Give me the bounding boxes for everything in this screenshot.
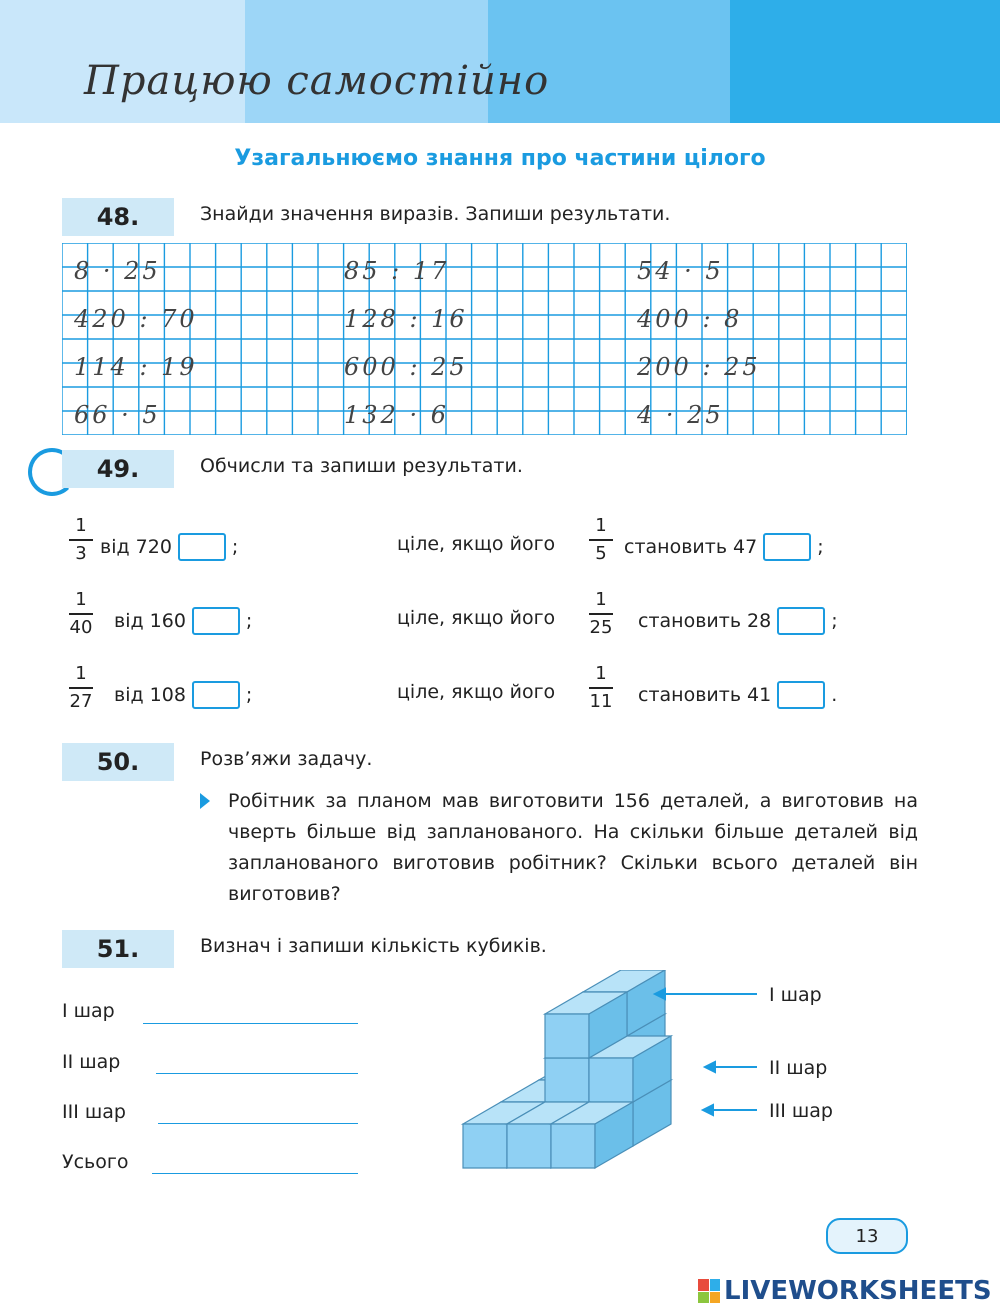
fraction-numerator: 1 [595,515,607,536]
answer-box[interactable] [763,533,811,561]
expression-end: ; [831,610,838,632]
fraction-denominator: 3 [75,542,87,564]
right-expression-1 [624,533,824,561]
task-50-instruction: Розв’яжи задачу. [200,748,373,770]
layer-3-answer-line[interactable] [158,1123,358,1124]
expression-r1-c2: 85 : 17 [344,257,450,285]
expression-text: становить 28 [638,610,772,632]
header-title: Працюю самостійно [84,58,550,104]
header-band-4 [730,0,1000,123]
liveworksheets-logo-icon [698,1279,720,1303]
page-number: 13 [826,1218,908,1254]
expression-text: від 160 [114,610,186,632]
right-prefix-3: ціле, якщо його [397,681,556,703]
fraction-bar [69,687,93,689]
fraction-bar [589,613,613,615]
answer-box[interactable] [777,607,825,635]
fraction-numerator: 1 [75,663,87,684]
expression-end: ; [245,684,253,706]
expression-r2-c2: 128 : 16 [344,305,468,333]
bullet-arrow-icon [200,793,210,809]
task-49-instruction: Обчисли та запиши результати. [200,455,523,477]
fraction-right-1 [584,515,618,565]
fraction-left-3 [64,663,98,713]
fraction-left-2 [64,589,98,639]
expression-end: ; [231,536,239,558]
fraction-denominator: 27 [69,690,93,712]
fraction-denominator: 5 [595,542,607,564]
arrow-head-layer-2 [705,1062,715,1072]
task-48-instruction: Знайди значення виразів. Запиши результати. [200,203,671,225]
answer-box[interactable] [192,607,240,635]
expression-r4-c3: 4 · 25 [637,401,724,429]
figure-label-layer-1: І шар [769,984,822,1006]
expression-r2-c1: 420 : 70 [74,305,198,333]
fraction-right-2 [584,589,618,639]
fraction-bar [589,687,613,689]
cube-8-front [545,1058,589,1102]
expression-r3-c1: 114 : 19 [74,353,198,381]
expression-r1-c3: 54 · 5 [637,257,724,285]
cube-11-front [463,1124,507,1168]
right-expression-3 [638,681,837,709]
layer-1-label: І шар [62,1000,115,1022]
arrow-head-layer-3 [703,1105,713,1115]
expression-r4-c1: 66 · 5 [74,401,161,429]
task-50-problem: Робітник за планом мав виготовити 156 деталей, а виготовив на чверть більше від запланованого. На скільки більше деталей від запланованого виготовив робітник? Скільки всього деталей він виготовив? [228,790,918,905]
fraction-right-3 [584,663,618,713]
layer-2-answer-line[interactable] [156,1073,358,1074]
expression-text: від 720 [100,536,172,558]
expression-r3-c2: 600 : 25 [344,353,468,381]
layer-3-label: ІІІ шар [62,1101,126,1123]
answer-box[interactable] [777,681,825,709]
liveworksheets-logo [698,1276,992,1306]
expression-r3-c3: 200 : 25 [637,353,761,381]
cubes-figure [455,970,855,1230]
layer-2-label: ІІ шар [62,1051,121,1073]
expression-text: становить 47 [624,536,758,558]
cube-12-front [507,1124,551,1168]
fraction-numerator: 1 [595,663,607,684]
right-prefix-1: ціле, якщо його [397,533,556,555]
cube-9-front [589,1058,633,1102]
total-answer-line[interactable] [152,1173,358,1174]
expression-end: . [831,684,838,706]
task-50-number: 50. [62,743,174,781]
expression-r4-c2: 132 · 6 [344,401,449,429]
cube-10-front [545,1014,589,1058]
figure-label-layer-2: ІІ шар [769,1057,828,1079]
task-48-number: 48. [62,198,174,236]
fraction-numerator: 1 [75,515,87,536]
fraction-bar [69,613,93,615]
fraction-numerator: 1 [75,589,87,610]
expression-end: ; [245,610,253,632]
task-51-instruction: Визнач і запиши кількість кубиків. [200,935,547,957]
section-title: Узагальнюємо знання про частини цілого [234,146,766,171]
fraction-left-1 [64,515,98,565]
fraction-bar [589,539,613,541]
expression-end: ; [817,536,824,558]
left-expression-1 [100,533,238,561]
fraction-denominator: 40 [69,616,93,638]
task-48-grid [62,243,907,435]
cube-13-front [551,1124,595,1168]
right-prefix-2: ціле, якщо його [397,607,556,629]
footer-brand: LIVEWORKSHEETS [724,1276,992,1306]
total-label: Усього [62,1151,129,1173]
expression-text: від 108 [114,684,186,706]
fraction-denominator: 25 [589,616,613,638]
fraction-numerator: 1 [595,589,607,610]
figure-label-layer-3: ІІІ шар [769,1100,833,1122]
layer-1-answer-line[interactable] [143,1023,358,1024]
answer-box[interactable] [192,681,240,709]
right-expression-2 [638,607,838,635]
task-49-number: 49. [62,450,174,488]
expression-r2-c3: 400 : 8 [637,305,743,333]
task-51-number: 51. [62,930,174,968]
expression-r1-c1: 8 · 25 [74,257,161,285]
left-expression-2 [114,607,252,635]
expression-text: становить 41 [638,684,772,706]
left-expression-3 [114,681,252,709]
answer-box[interactable] [178,533,226,561]
fraction-bar [69,539,93,541]
fraction-denominator: 11 [589,690,613,712]
